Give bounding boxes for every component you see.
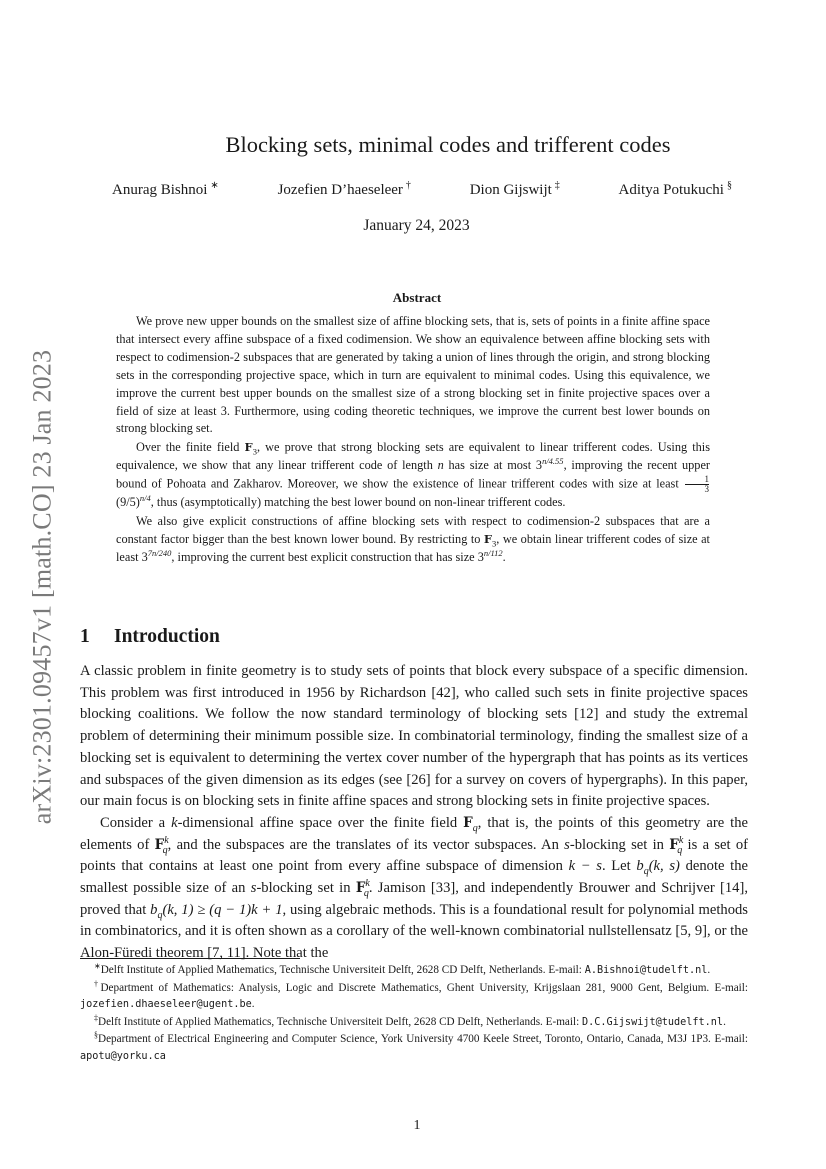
- email-link[interactable]: jozefien.dhaeseleer@ugent.be: [80, 999, 252, 1010]
- footnote: †Department of Mathematics: Analysis, Logic and Discrete Mathematics, Ghent University, Krijgslaan 281, 9000 Gent, Belgium. E-mail: jozefien.dhaeseleer@ugent.be.: [80, 978, 748, 1010]
- fraction: $\frac{1}{3}$: [685, 475, 710, 494]
- abstract-paragraph: We also give explicit constructions of affine blocking sets with respect to codimension-2 subspaces that are a constant factor bigger than the best known lower bound. By restricting to $F_3$, we obtain linear trifferent codes of size at least $3^{7n/240}$, improving the current best explicit construction that has size $3^{n/112}$.: [116, 513, 710, 564]
- page-number: 1: [413, 1118, 421, 1133]
- publication-date: January 24, 2023: [363, 217, 470, 234]
- email-link[interactable]: apotu@yorku.ca: [80, 1050, 166, 1062]
- section-title: Introduction: [114, 626, 220, 647]
- abstract-heading: Abstract: [392, 290, 442, 305]
- paper-title: Blocking sets, minimal codes and trifferent codes: [225, 132, 671, 157]
- body-paragraph: Consider a k-dimensional affine space over the finite field $F_q$, that is, the points of this geometry are the elements of $F^k_q$, and the subspaces are the translates of its vector subspaces. An s-blocking set in $F^k_q$ is a set of points that contains at least one point from every affine subspace of dimension k − s. Let $b_q(k$, s) denote the smallest possible size of an s-blocking set in $F^k_q$. Jamison [33], and independently Brouwer and Schrijver [14], proved that $b_q(k$, 1) ≥ (q − 1)k + 1, using algebraic methods. This is a foundational result for polynomial methods in combinatorics, and it is often shown as a corollary of the well-known combinatorial nullstellensatz [5, 9], or the Alon-Füredi theorem [7, 11]. Note that the: [80, 814, 748, 962]
- abstract-body: [116, 313, 710, 567]
- body-paragraph: A classic problem in finite geometry is to study sets of points that block every subspace of a specific dimension. This problem was first introduced in 1956 by Richardson [42], who called such sets in finite projective spaces blocking coalitions. We follow the now standard terminology of blocking sets [12] and study the extremal problem of determining their minimum possible size. In combinatorial terminology, finding the smallest size of a blocking set is equivalent to determining the vertex cover number of the hypergraph that has points as its vertices and subspaces of the given dimension as its edges (see [26] for a survey on covers of hypergraphs). In this paper, our main focus is on blocking sets in finite affine spaces and strong blocking sets in finite projective spaces.: [80, 663, 748, 810]
- footnote-divider: [80, 958, 300, 959]
- email-link[interactable]: A.Bishnoi@tudelft.nl: [584, 965, 708, 976]
- email-link[interactable]: D.C.Gijswijt@tudelft.nl: [582, 1016, 724, 1028]
- footnote: §Department of Electrical Engineering and Computer Science, York University 4700 Keele Street, Toronto, Ontario, Canada, M3J 1P3. E-mail: apotu@yorku.ca: [80, 1030, 748, 1062]
- footnote-marker[interactable]: ∗: [210, 180, 219, 191]
- footnotes: [80, 962, 748, 1065]
- abstract-paragraph: Over the finite field $F_3$, we prove that strong blocking sets are equivalent to linear trifferent codes. Using this equivalence, we show that any linear trifferent code of length n has size at most $3^{n/4.55}$, improving the recent upper bound of Pohoata and Zakharov. Moreover, we show the existence of linear trifferent codes with size at least $\frac{1}{3}$ $(9/5)^{n/4}$, thus (asymptotically) matching the best lower bound on non-linear trifferent codes.: [116, 440, 710, 510]
- footnote-marker[interactable]: §: [726, 180, 732, 191]
- author: Dion Gijswijt ‡: [469, 180, 560, 198]
- author-list: [112, 182, 732, 199]
- section-number: 1: [80, 626, 90, 647]
- section-heading: [80, 626, 220, 648]
- footnote-marker[interactable]: ‡: [554, 180, 560, 191]
- arxiv-sidebar-stamp: [19, 318, 65, 856]
- footnote: ∗Delft Institute of Applied Mathematics, Technische Universiteit Delft, 2628 CD Delft, Netherlands. E-mail: A.Bishnoi@tudelft.nl.: [94, 961, 711, 976]
- author: Anurag Bishnoi ∗: [112, 180, 219, 198]
- footnote: ‡Delft Institute of Applied Mathematics, Technische Universiteit Delft, 2628 CD Delft, Netherlands. E-mail: D.C.Gijswijt@tudelft.nl.: [94, 1012, 726, 1028]
- arxiv-identifier: arXiv:2301.09457v1 [math.CO] 23 Jan 2023: [27, 349, 57, 825]
- footnote-marker[interactable]: †: [405, 180, 411, 191]
- author: Jozefien D’haeseleer †: [277, 180, 411, 198]
- abstract-paragraph: We prove new upper bounds on the smallest size of affine blocking sets, that is, sets of points in a finite affine space that intersect every affine subspace of a fixed codimension. We show an equivalence between affine blocking sets with respect to codimension-2 subspaces that are generated by taking a union of lines through the origin, and strong blocking sets in the corresponding projective space, which in turn are equivalent to minimal codes. Using this equivalence, we improve the current best upper bounds on the smallest size of a strong blocking set in finite projective spaces over a field of size at least 3. Furthermore, using coding theoretic techniques, we improve the current best lower bounds on strong blocking set.: [116, 314, 710, 436]
- introduction-body: [80, 661, 748, 965]
- author: Aditya Potukuchi §: [618, 180, 732, 198]
